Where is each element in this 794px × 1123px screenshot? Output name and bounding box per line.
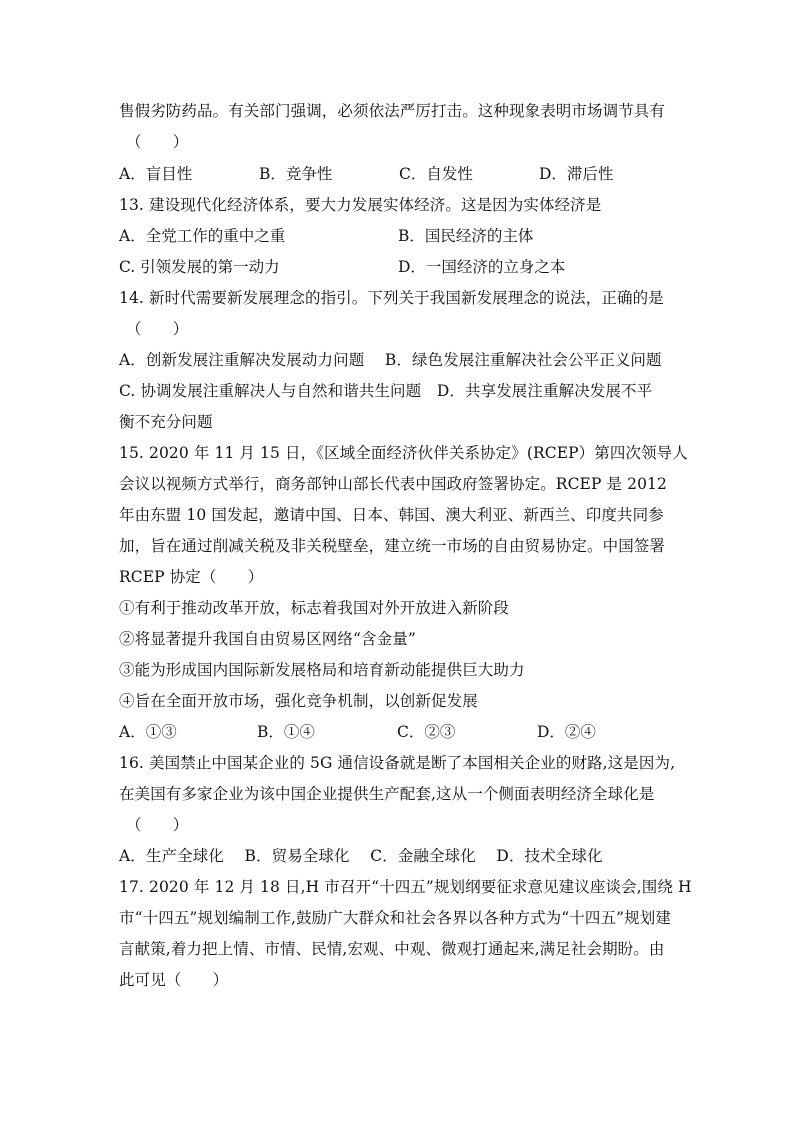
q15-option-c: C．②③ xyxy=(397,723,456,741)
q15-stem-line-4: 加，旨在通过削减关税及非关税壁垒，建立统一市场的自由贸易协定。中国签署 xyxy=(119,537,666,555)
q17-stem-line-4: 此可见（ ） xyxy=(119,971,229,989)
q15-stem-line-1: 15. 2020 年 11 月 15 日，《区域全面经济伙伴关系协定》(RCEP）第四次领导人 xyxy=(119,444,688,462)
q13-option-c: C. 引领发展的第一动力 xyxy=(119,258,280,276)
q14-options-cd-cont: 衡不充分问题 xyxy=(119,413,213,431)
q15-stem-line-2: 会议以视频方式举行，商务部钟山部长代表中国政府签署协定。RCEP 是 2012 xyxy=(119,475,667,493)
q15-statement-4: ④旨在全面开放市场，强化竞争机制，以创新促发展 xyxy=(119,692,478,710)
q14-options-ab: A．创新发展注重解决发展动力问题 B．绿色发展注重解决社会公平正义问题 xyxy=(119,351,662,369)
q17-stem-line-1: 17. 2020 年 12 月 18 日,H 市召开“十四五”规划纲要征求意见建议座谈会,围绕 H xyxy=(119,878,692,896)
q15-statement-1: ①有利于推动改革开放，标志着我国对外开放进入新阶段 xyxy=(119,599,510,617)
q13-option-a: A．全党工作的重中之重 xyxy=(119,227,286,245)
q12-option-a: A．盲目性 xyxy=(119,165,193,183)
q15-statement-2: ②将显著提升我国自由贸易区网络“含金量” xyxy=(119,630,416,648)
q12-option-c: C．自发性 xyxy=(399,165,473,183)
q14-stem: 14. 新时代需要新发展理念的指引。下列关于我国新发展理念的说法，正确的是 xyxy=(119,289,664,307)
q12-stem-line: 售假劣防药品。有关部门强调，必须依法严厉打击。这种现象表明市场调节具有 xyxy=(119,102,666,120)
q13-option-b: B．国民经济的主体 xyxy=(398,227,534,245)
q12-answer-blank: （ ） xyxy=(126,133,189,151)
q15-statement-3: ③能为形成国内国际新发展格局和培育新动能提供巨大助力 xyxy=(119,661,525,679)
q14-answer-blank: （ ） xyxy=(126,320,189,338)
q16-stem-line-1: 16. 美国禁止中国某企业的 5G 通信设备就是断了本国相关企业的财路,这是因为, xyxy=(119,754,676,772)
q16-answer-blank: （ ） xyxy=(126,816,189,834)
q15-option-b: B．①④ xyxy=(257,723,315,741)
q17-stem-line-2: 市“十四五”规划编制工作,鼓励广大群众和社会各界以各种方式为“十四五”规划建 xyxy=(119,909,671,927)
q15-stem-line-3: 年由东盟 10 国发起，邀请中国、日本、韩国、澳大利亚、新西兰、印度共同参 xyxy=(119,506,664,524)
q15-option-a: A．①③ xyxy=(119,723,177,741)
q16-stem-line-2: 在美国有多家企业为该中国企业提供生产配套,这从一个侧面表明经济全球化是 xyxy=(119,785,655,803)
q15-option-d: D．②④ xyxy=(537,723,596,741)
q17-stem-line-3: 言献策,着力把上情、市情、民情,宏观、中观、微观打通起来,满足社会期盼。由 xyxy=(119,940,665,958)
q12-option-b: B．竞争性 xyxy=(259,165,333,183)
q14-options-cd: C. 协调发展注重解决人与自然和谐共生问题 D．共享发展注重解决发展不平 xyxy=(119,382,653,400)
q15-stem-line-5: RCEP 协定（ ） xyxy=(119,568,264,586)
q13-option-d: D．一国经济的立身之本 xyxy=(398,258,566,276)
q12-option-d: D．滞后性 xyxy=(539,165,614,183)
q13-stem: 13. 建设现代化经济体系，要大力发展实体经济。这是因为实体经济是 xyxy=(119,196,602,214)
q16-options: A．生产全球化 B．贸易全球化 C．金融全球化 D．技术全球化 xyxy=(119,847,603,865)
